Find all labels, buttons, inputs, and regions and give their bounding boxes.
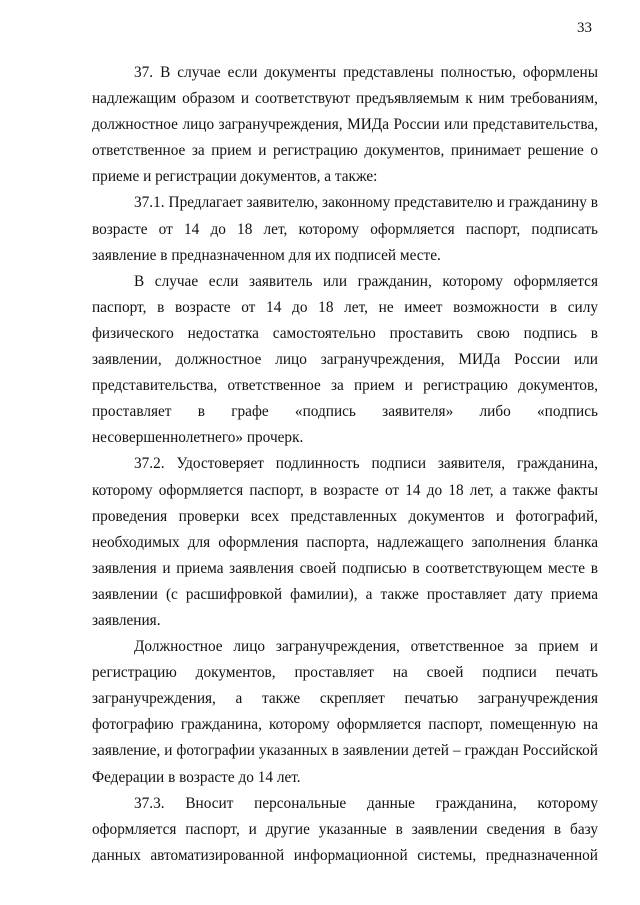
page-number: 33 [577,20,592,36]
paragraph-37: 37. В случае если документы представлены полностью, оформлены надлежащим образом и соответствуют предъявляемым к ним требованиям, должностное лицо загранучреждения, МИДа России или представительства, ответственное за прием и регистрацию документов, принимает решение о приеме и регистрации документов, а также: [92,64,598,186]
paragraph-37-2-seal: Должностное лицо загранучреждения, ответственное за прием и регистрацию документов, проставляет на своей подписи печать загранучреждения, а также скрепляет печатью загранучреждения фотографию гражданина, которому оформляется паспорт, помещенную на заявление, и фотографии указанных в заявлении детей – граждан Российской Федерации в возрасте до 14 лет. [92,638,598,786]
paragraph-37-1: 37.1. Предлагает заявителю, законному представителю и гражданину в возрасте от 14 до 18 лет, которому оформляется паспорт, подписать заявление в предназначенном для их подписей месте. [92,194,598,264]
document-body [92,60,598,869]
paragraph-37-1-exception: В случае если заявитель или гражданин, которому оформляется паспорт, в возрасте от 14 до 18 лет, не имеет возможности в силу физического недостатка самостоятельно проставить свою подпись в заявлении, должностное лицо загранучреждения, МИДа России или представительства, ответственное за прием и регистрацию документов, проставляет в графе «подпись заявителя» либо «подпись несовершеннолетнего» прочерк. [92,272,598,447]
paragraph-37-2: 37.2. Удостоверяет подлинность подписи заявителя, гражданина, которому оформляется паспорт, в возрасте от 14 до 18 лет, а также факты проведения проверки всех представленных документов и фотографий, необходимых для оформления паспорта, надлежащего заполнения бланка заявления и приема заявления своей подписью в соответствующем месте в заявлении (с расшифровкой фамилии), а также проставляет дату приема заявления. [92,455,598,629]
paragraph-37-3: 37.3. Вносит персональные данные гражданина, которому оформляется паспорт, и другие указанные в заявлении сведения в базу данных автоматизированной информационной системы, предназначенной [92,794,598,864]
